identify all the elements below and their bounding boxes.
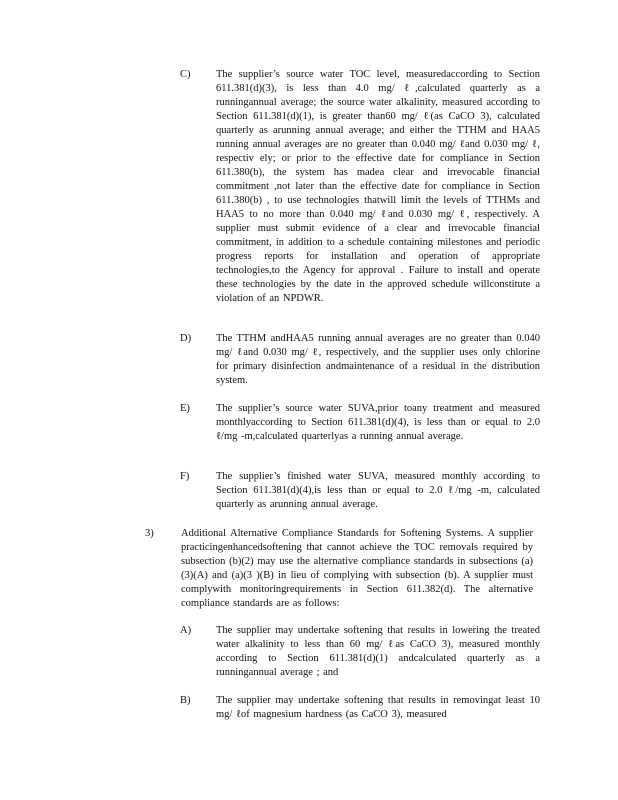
paragraph-text: The supplier may undertake softening that results in lowering the treated water alkalinity to less than 60 mg/ ℓas CaCO 3), measured monthly according to Section 611.381(d)(1) andcalculated quarterly as a runningannual average ; and xyxy=(216,625,540,678)
paragraph-label: C) xyxy=(180,69,191,80)
paragraph-text: The supplier may undertake softening that results in removingat least 10 mg/ ℓof magnesium hardness (as CaCO 3), measured xyxy=(216,695,540,720)
paragraph-label: B) xyxy=(180,695,191,706)
paragraph-text: The supplier’s source water TOC level, measuredaccording to Section 611.381(d)(3), is less than 4.0 mg/ ℓ,calculated quarterly as a runningannual average; the source water alkalinity, measured according to Section 611.381(d)(1), is greater than60 mg/ ℓ(as CaCO 3), calculated quarterly as arunning annual average; and either the TTHM and HAA5 running annual averages are no greater than 0.040 mg/ ℓand 0.030 mg/ ℓ, respectiv ely; or prior to the effective date for compliance in Section 611.380(b), the system has madea clear and irrevocable financial commitment ,not later than the effective date for compliance in Section 611.380(b) , to use technologies thatwill limit the levels of TTHMs and HAA5 to no more than 0.040 mg/ ℓand 0.030 mg/ ℓ, respectively. A supplier must submit evidence of a clear and irrevocable financial commitment, in addition to a schedule containing milestones and periodic progress reports for installation and operation of appropriate technologies,to the Agency for approval . Failure to install and operate these technologies by the date in the approved schedule willconstitute a violation of an NPDWR. xyxy=(216,69,540,304)
paragraph-label: D) xyxy=(180,333,192,344)
subsection-text: Additional Alternative Compliance Standards for Softening Systems. A supplier practicingenhancedsoftening that cannot achieve the TOC removals required by subsection (b)(2) may use the alternative compliance standards in subsections (a)(3)(A) and (a)(3 )(B) in lieu of complying with subsection (b). A supplier must complywith monitoringrequirements in Section 611.382(d). The alternative compliance standards are as follows: xyxy=(181,528,533,609)
paragraph-text: The supplier’s finished water SUVA, measured monthly according to Section 611.381(d)(4),is less than or equal to 2.0 ℓ/mg -m, calculated quarterly as arunning annual average. xyxy=(216,471,540,510)
paragraph-text: The supplier’s source water SUVA,prior toany treatment and measured monthlyaccording to Section 611.381(d)(4), is less than or equal to 2.0 ℓ/mg -m,calculated quarterlyas a running annual average. xyxy=(216,403,540,442)
paragraph-text: The TTHM andHAA5 running annual averages are no greater than 0.040 mg/ ℓand 0.030 mg/ ℓ, respectively, and the supplier uses only chlorine for primary disinfection andmaintenance of a residual in the distribution system. xyxy=(216,333,540,386)
paragraph-label: A) xyxy=(180,625,192,636)
paragraph-label: E) xyxy=(180,403,190,414)
subsection-label: 3) xyxy=(145,528,154,539)
paragraph-label: F) xyxy=(180,471,190,482)
